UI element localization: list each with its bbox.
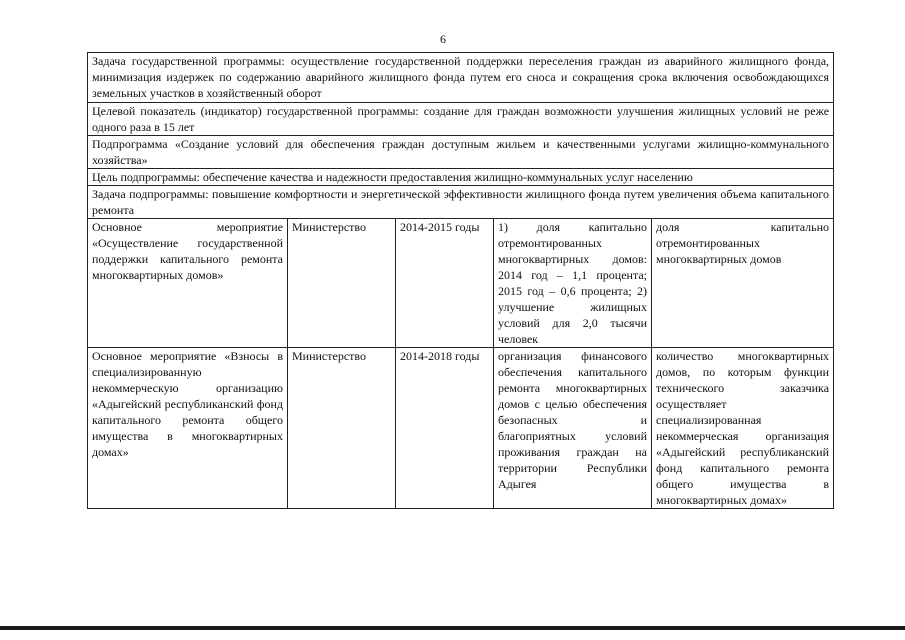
scan-edge-rule [0,626,905,630]
subprogram-goal-text: Цель подпрограммы: обеспечение качества и надежности предоставления жилищно-коммунальных услуг населению [88,169,834,186]
activity-result: 1) доля капитально отремонтированных многоквартирных домов: 2014 год – 1,1 процента; 2015 год – 0,6 процента; 2) улучшение жилищных условий для 2,0 тысячи человек [494,219,652,348]
activity-executor: Министерство [288,219,396,348]
program-task-row [88,53,834,103]
activity-period: 2014-2015 годы [396,219,494,348]
activity-result: организация финансового обеспечения капитального ремонта многоквартирных домов с целью обеспечения безопасных и благоприятных условий проживания граждан на территории Республики Адыгея [494,348,652,509]
subprogram-task-text: Задача подпрограммы: повышение комфортности и энергетической эффективности жилищного фонда путем увеличения объема капитального ремонта [88,186,834,219]
program-table [87,52,834,509]
activity-executor: Министерство [288,348,396,509]
activity-measure: Основное мероприятие «Осуществление государственной поддержки капитального ремонта многоквартирных домов» [88,219,288,348]
activity-row [88,348,834,509]
page-number: 6 [440,32,446,46]
subprogram-goal-row [88,169,834,186]
activity-indicator: доля капитально отремонтированных многоквартирных домов [652,219,834,348]
activity-period: 2014-2018 годы [396,348,494,509]
program-task-text: Задача государственной программы: осуществление государственной поддержки переселения граждан из аварийного жилищного фонда, минимизация издержек по содержанию аварийного жилищного фонда путем его сноса и сокращения срока включения освобождающихся земельных участков в хозяйственный оборот [88,53,834,103]
activity-row [88,219,834,348]
activity-indicator: количество многоквартирных домов, по которым функции технического заказчика осуществляет специализированная некоммерческая организация «Адыгейский республиканский фонд капитального ремонта общего имущества в многоквартирных домах» [652,348,834,509]
subprogram-row [88,136,834,169]
subprogram-task-row [88,186,834,219]
program-indicator-text: Целевой показатель (индикатор) государственной программы: создание для граждан возможности улучшения жилищных условий не реже одного раза в 15 лет [88,103,834,136]
activity-measure: Основное мероприятие «Взносы в специализированную некоммерческую организацию «Адыгейский республиканский фонд капитального ремонта общего имущества в многоквартирных домах» [88,348,288,509]
subprogram-text: Подпрограмма «Создание условий для обеспечения граждан доступным жильем и качественными услугами жилищно-коммунального хозяйства» [88,136,834,169]
program-indicator-row [88,103,834,136]
